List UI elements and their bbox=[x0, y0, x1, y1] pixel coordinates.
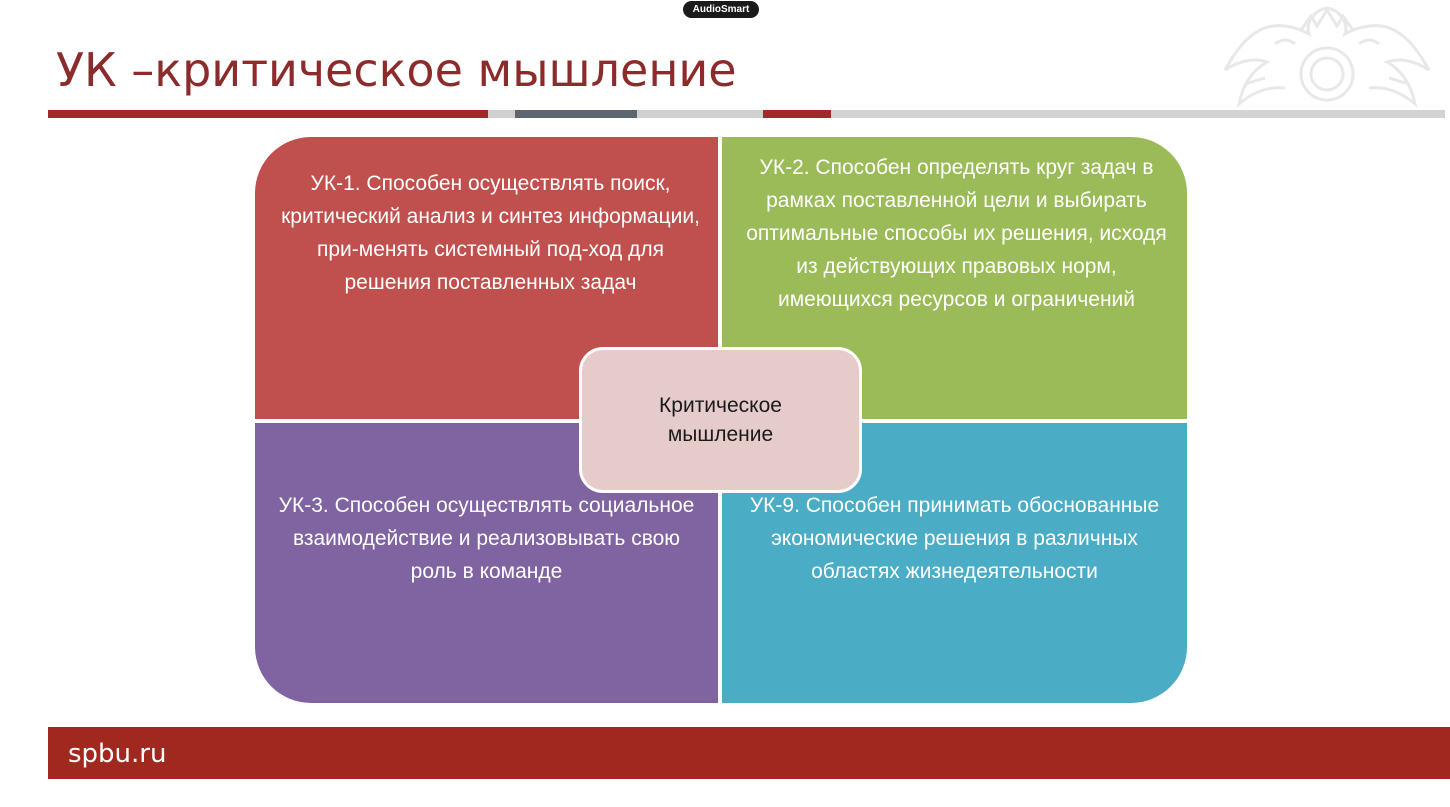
competency-text: УК-3. Способен осуществлять социальное взаимодействие и реализовывать свою роль в команде bbox=[278, 493, 695, 583]
title-underline-red bbox=[48, 110, 488, 118]
double-headed-eagle-emblem-icon bbox=[1205, 0, 1450, 118]
title-underline-gap bbox=[488, 110, 515, 118]
competency-text: УК-9. Способен принимать обоснованные экономические решения в различных областях жизнедеятельности bbox=[749, 493, 1160, 583]
competency-text: УК-1. Способен осуществлять поиск, критический анализ и синтез информации, при-менять системный под-ход для решения поставленных задач bbox=[281, 172, 700, 294]
title-underline-slate bbox=[515, 110, 637, 118]
center-concept-label: Критическое мышление bbox=[659, 394, 782, 446]
title-underline-grey bbox=[831, 110, 1445, 118]
competency-text: УК-2. Способен определять круг задач в рамках поставленной цели и выбирать оптимальные способы их решения, исходя из действующих правовых норм, имеющихся ресурсов и ограничений bbox=[746, 156, 1167, 311]
center-concept-box bbox=[579, 347, 862, 493]
slide-title: УК –критическое мышление bbox=[56, 43, 737, 97]
footer-site-label: spbu.ru bbox=[68, 739, 167, 769]
audiosmart-badge: AudioSmart bbox=[683, 1, 759, 18]
title-underline-red bbox=[763, 110, 831, 118]
footer-bar bbox=[48, 727, 1450, 779]
title-underline-gap bbox=[637, 110, 763, 118]
